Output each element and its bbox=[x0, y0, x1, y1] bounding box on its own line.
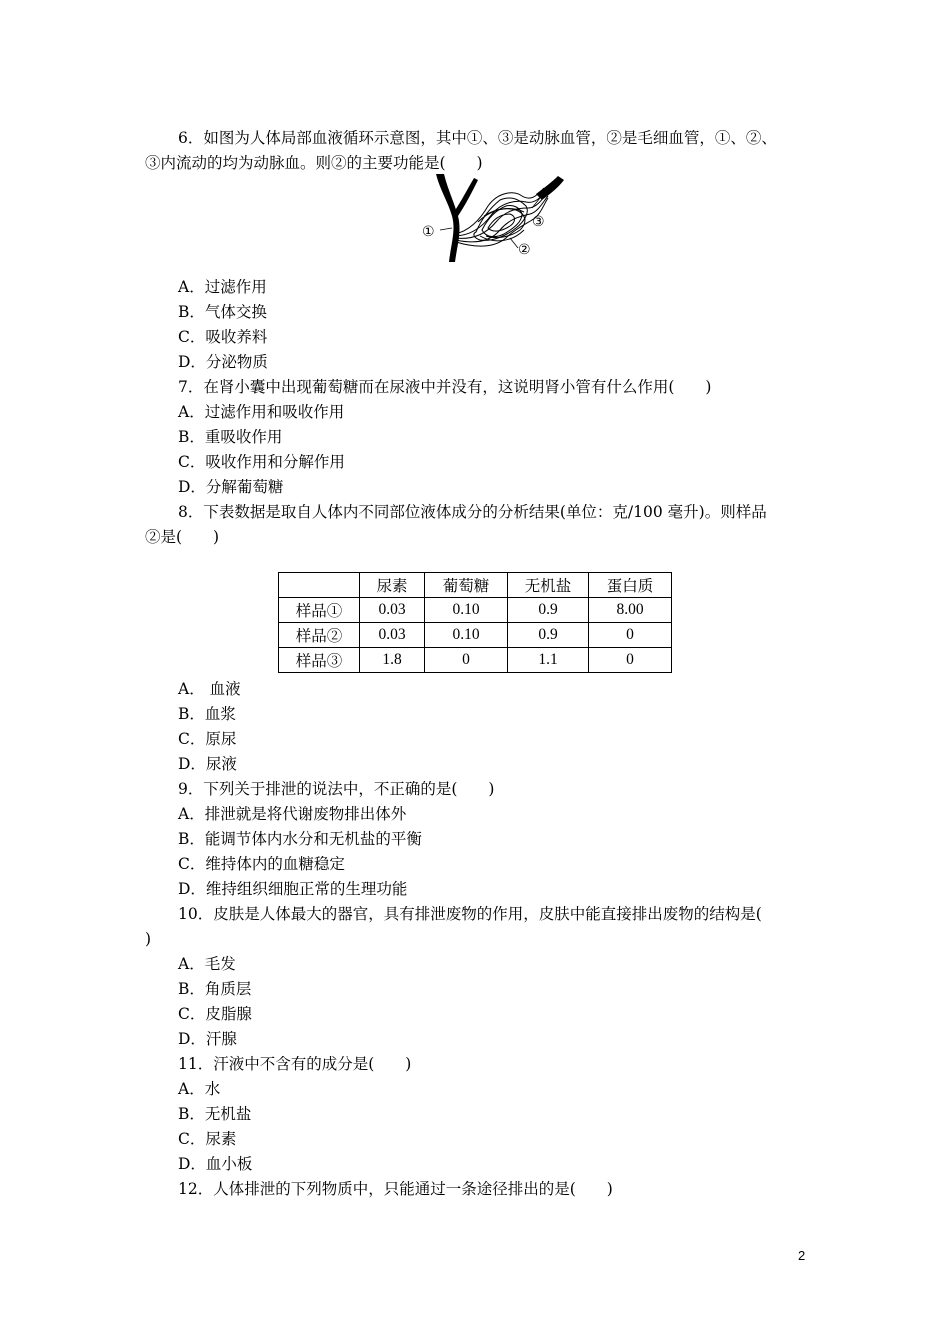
table-cell: 0 bbox=[589, 648, 672, 673]
table-cell: 样品③ bbox=[279, 648, 360, 673]
q9-option-a: A．排泄就是将代谢废物排出体外 bbox=[178, 805, 407, 823]
table-cell: 0.03 bbox=[360, 598, 425, 623]
q6-option-c: C．吸收养料 bbox=[178, 328, 268, 346]
table-cell: 样品① bbox=[279, 598, 360, 623]
q7-option-c: C．吸收作用和分解作用 bbox=[178, 453, 345, 471]
table-cell: 0.10 bbox=[425, 623, 508, 648]
table-cell: 1.1 bbox=[508, 648, 589, 673]
q6-option-b: B．气体交换 bbox=[178, 303, 267, 321]
table-header-cell: 尿素 bbox=[360, 573, 425, 598]
table-header-row bbox=[279, 573, 672, 598]
q6-stem-line1: 6．如图为人体局部血液循环示意图，其中①、③是动脉血管，②是毛细血管，①、②、 bbox=[178, 129, 777, 147]
table-cell: 1.8 bbox=[360, 648, 425, 673]
figure-label-1: ① bbox=[422, 224, 435, 240]
q11-option-d: D．血小板 bbox=[178, 1155, 253, 1173]
table-row bbox=[279, 648, 672, 673]
q7-option-b: B．重吸收作用 bbox=[178, 428, 283, 446]
artery-1 bbox=[436, 174, 460, 262]
q7-stem: 7．在肾小囊中出现葡萄糖而在尿液中并没有，这说明肾小管有什么作用( ) bbox=[178, 378, 712, 396]
q9-option-c: C．维持体内的血糖稳定 bbox=[178, 855, 345, 873]
q8-option-a: A． 血液 bbox=[178, 680, 241, 698]
q6-option-a: A．过滤作用 bbox=[178, 278, 267, 296]
table-header-cell: 葡萄糖 bbox=[425, 573, 508, 598]
table-cell: 0 bbox=[589, 623, 672, 648]
table-cell: 0.03 bbox=[360, 623, 425, 648]
q10-option-c: C．皮脂腺 bbox=[178, 1005, 252, 1023]
q6-option-d: D．分泌物质 bbox=[178, 353, 268, 371]
table-cell: 0.9 bbox=[508, 598, 589, 623]
q8-stem-line2: ②是( ) bbox=[145, 528, 220, 546]
q8-stem-line1: 8．下表数据是取自人体内不同部位液体成分的分析结果(单位：克/100 毫升)。则样品 bbox=[178, 503, 767, 521]
q6-stem-line2: ③内流动的均为动脉血。则②的主要功能是( ) bbox=[145, 154, 483, 172]
table-row bbox=[279, 598, 672, 623]
q10-option-d: D．汗腺 bbox=[178, 1030, 237, 1048]
table-header-cell: 无机盐 bbox=[508, 573, 589, 598]
q8-option-b: B．血浆 bbox=[178, 705, 236, 723]
q12-stem: 12．人体排泄的下列物质中，只能通过一条途径排出的是( ) bbox=[178, 1180, 613, 1198]
q7-option-a: A．过滤作用和吸收作用 bbox=[178, 403, 345, 421]
q8-option-c: C．原尿 bbox=[178, 730, 237, 748]
figure-label-3: ③ bbox=[532, 214, 545, 230]
q9-option-b: B．能调节体内水分和无机盐的平衡 bbox=[178, 830, 422, 848]
q11-stem: 11．汗液中不含有的成分是( ) bbox=[178, 1055, 412, 1073]
table-header-cell bbox=[279, 573, 360, 598]
q10-option-b: B．角质层 bbox=[178, 980, 252, 998]
table-cell: 0 bbox=[425, 648, 508, 673]
page-number: 2 bbox=[798, 1248, 806, 1263]
q11-option-a: A．水 bbox=[178, 1080, 221, 1098]
artery-3 bbox=[536, 176, 564, 200]
q9-stem: 9．下列关于排泄的说法中，不正确的是( ) bbox=[178, 780, 495, 798]
q7-option-d: D．分解葡萄糖 bbox=[178, 478, 284, 496]
q10-stem-line2: ) bbox=[145, 930, 152, 948]
table-cell: 8.00 bbox=[589, 598, 672, 623]
table-header-cell: 蛋白质 bbox=[589, 573, 672, 598]
q10-stem-line1: 10．皮肤是人体最大的器官，具有排泄废物的作用，皮肤中能直接排出废物的结构是( bbox=[178, 905, 762, 923]
blood-circulation-figure bbox=[418, 172, 568, 264]
q8-option-d: D．尿液 bbox=[178, 755, 237, 773]
q10-option-a: A．毛发 bbox=[178, 955, 236, 973]
table-cell: 样品② bbox=[279, 623, 360, 648]
table-row bbox=[279, 623, 672, 648]
artery-branch bbox=[454, 178, 478, 216]
composition-table bbox=[278, 572, 672, 673]
q9-option-d: D．维持组织细胞正常的生理功能 bbox=[178, 880, 408, 898]
q11-option-b: B．无机盐 bbox=[178, 1105, 252, 1123]
q11-option-c: C．尿素 bbox=[178, 1130, 237, 1148]
figure-label-2: ② bbox=[518, 242, 531, 258]
table-cell: 0.10 bbox=[425, 598, 508, 623]
table-cell: 0.9 bbox=[508, 623, 589, 648]
